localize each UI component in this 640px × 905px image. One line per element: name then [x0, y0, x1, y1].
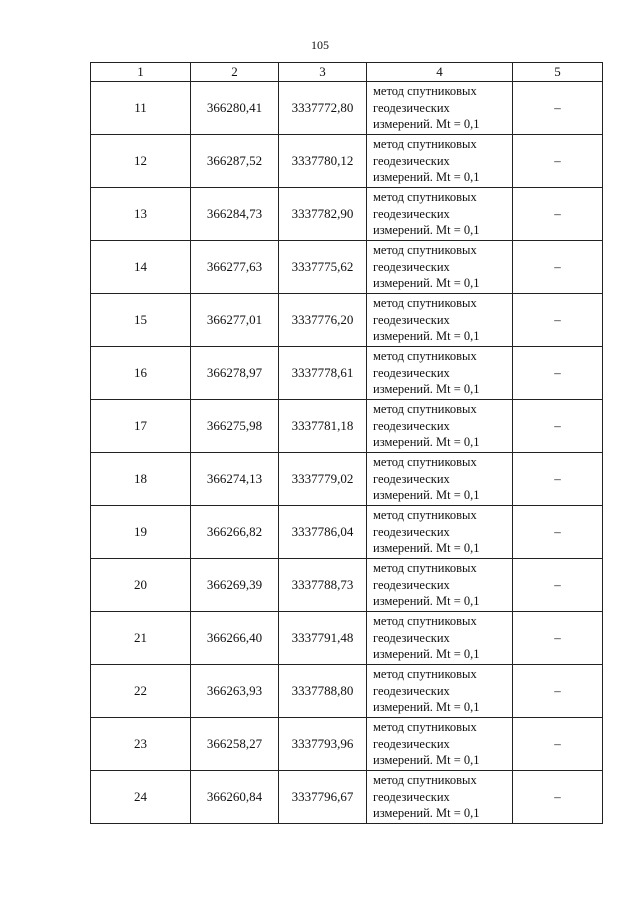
y-coordinate-cell: 3337780,12: [279, 135, 367, 188]
method-cell: [367, 294, 513, 347]
method-line: геодезических: [373, 153, 450, 168]
method-line: измерений. Mt = 0,1: [373, 329, 480, 344]
method-line: измерений. Mt = 0,1: [373, 117, 480, 132]
method-line: метод спутниковых: [373, 720, 477, 735]
x-coordinate-cell: 366277,01: [191, 294, 279, 347]
method-line: геодезических: [373, 789, 450, 804]
method-cell: [367, 506, 513, 559]
method-line: измерений. Mt = 0,1: [373, 382, 480, 397]
y-coordinate-cell: 3337793,96: [279, 718, 367, 771]
method-line: метод спутниковых: [373, 243, 477, 258]
y-coordinate-cell: 3337779,02: [279, 453, 367, 506]
y-coordinate-cell: 3337775,62: [279, 241, 367, 294]
y-coordinate-cell: 3337782,90: [279, 188, 367, 241]
method-line: измерений. Mt = 0,1: [373, 594, 480, 609]
y-coordinate-cell: 3337781,18: [279, 400, 367, 453]
method-line: метод спутниковых: [373, 667, 477, 682]
y-coordinate-cell: 3337796,67: [279, 771, 367, 824]
table-body: [91, 82, 603, 824]
point-number-cell: 13: [91, 188, 191, 241]
method-cell: [367, 718, 513, 771]
method-cell: [367, 188, 513, 241]
method-cell: [367, 771, 513, 824]
coordinates-table: [90, 62, 603, 824]
method-line: геодезических: [373, 206, 450, 221]
table-row: [91, 506, 603, 559]
y-coordinate-cell: 3337788,80: [279, 665, 367, 718]
point-number-cell: 19: [91, 506, 191, 559]
method-line: геодезических: [373, 524, 450, 539]
method-line: измерений. Mt = 0,1: [373, 753, 480, 768]
method-cell: [367, 665, 513, 718]
table-row: [91, 612, 603, 665]
page-number: 105: [311, 38, 329, 52]
x-coordinate-cell: 366275,98: [191, 400, 279, 453]
method-line: метод спутниковых: [373, 773, 477, 788]
point-number-cell: 24: [91, 771, 191, 824]
method-line: измерений. Mt = 0,1: [373, 170, 480, 185]
note-cell: –: [513, 453, 603, 506]
method-line: геодезических: [373, 577, 450, 592]
y-coordinate-cell: 3337786,04: [279, 506, 367, 559]
point-number-cell: 17: [91, 400, 191, 453]
x-coordinate-cell: 366274,13: [191, 453, 279, 506]
x-coordinate-cell: 366287,52: [191, 135, 279, 188]
method-line: измерений. Mt = 0,1: [373, 223, 480, 238]
table-row: [91, 82, 603, 135]
x-coordinate-cell: 366266,82: [191, 506, 279, 559]
point-number-cell: 11: [91, 82, 191, 135]
table-row: [91, 241, 603, 294]
note-cell: –: [513, 400, 603, 453]
y-coordinate-cell: 3337788,73: [279, 559, 367, 612]
point-number-cell: 23: [91, 718, 191, 771]
note-cell: –: [513, 559, 603, 612]
header-cell: 5: [513, 63, 603, 82]
method-line: геодезических: [373, 630, 450, 645]
point-number-cell: 14: [91, 241, 191, 294]
x-coordinate-cell: 366266,40: [191, 612, 279, 665]
point-number-cell: 15: [91, 294, 191, 347]
point-number-cell: 18: [91, 453, 191, 506]
method-line: геодезических: [373, 365, 450, 380]
method-cell: [367, 559, 513, 612]
method-line: метод спутниковых: [373, 84, 477, 99]
method-cell: [367, 82, 513, 135]
method-line: геодезических: [373, 312, 450, 327]
x-coordinate-cell: 366284,73: [191, 188, 279, 241]
method-line: метод спутниковых: [373, 349, 477, 364]
note-cell: –: [513, 135, 603, 188]
point-number-cell: 12: [91, 135, 191, 188]
header-cell: 2: [191, 63, 279, 82]
y-coordinate-cell: 3337778,61: [279, 347, 367, 400]
note-cell: –: [513, 188, 603, 241]
note-cell: –: [513, 241, 603, 294]
method-line: измерений. Mt = 0,1: [373, 488, 480, 503]
note-cell: –: [513, 82, 603, 135]
table-row: [91, 665, 603, 718]
x-coordinate-cell: 366280,41: [191, 82, 279, 135]
header-cell: 4: [367, 63, 513, 82]
note-cell: –: [513, 771, 603, 824]
header-cell: 1: [91, 63, 191, 82]
note-cell: –: [513, 506, 603, 559]
table-row: [91, 453, 603, 506]
note-cell: –: [513, 347, 603, 400]
table-row: [91, 771, 603, 824]
x-coordinate-cell: 366258,27: [191, 718, 279, 771]
note-cell: –: [513, 665, 603, 718]
header-cell: 3: [279, 63, 367, 82]
table-row: [91, 400, 603, 453]
method-line: геодезических: [373, 471, 450, 486]
table-row: [91, 135, 603, 188]
method-line: измерений. Mt = 0,1: [373, 435, 480, 450]
method-line: метод спутниковых: [373, 402, 477, 417]
method-line: метод спутниковых: [373, 455, 477, 470]
table-header-row: [91, 63, 603, 82]
method-line: геодезических: [373, 683, 450, 698]
note-cell: –: [513, 612, 603, 665]
x-coordinate-cell: 366269,39: [191, 559, 279, 612]
point-number-cell: 21: [91, 612, 191, 665]
method-line: измерений. Mt = 0,1: [373, 647, 480, 662]
method-line: измерений. Mt = 0,1: [373, 276, 480, 291]
method-cell: [367, 612, 513, 665]
method-line: геодезических: [373, 418, 450, 433]
method-cell: [367, 453, 513, 506]
y-coordinate-cell: 3337772,80: [279, 82, 367, 135]
note-cell: –: [513, 718, 603, 771]
table-row: [91, 559, 603, 612]
point-number-cell: 20: [91, 559, 191, 612]
method-line: измерений. Mt = 0,1: [373, 541, 480, 556]
method-line: метод спутниковых: [373, 614, 477, 629]
point-number-cell: 22: [91, 665, 191, 718]
table-row: [91, 294, 603, 347]
y-coordinate-cell: 3337791,48: [279, 612, 367, 665]
table-row: [91, 718, 603, 771]
method-line: геодезических: [373, 100, 450, 115]
method-line: геодезических: [373, 259, 450, 274]
method-line: метод спутниковых: [373, 190, 477, 205]
point-number-cell: 16: [91, 347, 191, 400]
table-row: [91, 188, 603, 241]
x-coordinate-cell: 366260,84: [191, 771, 279, 824]
x-coordinate-cell: 366277,63: [191, 241, 279, 294]
method-line: измерений. Mt = 0,1: [373, 700, 480, 715]
method-line: метод спутниковых: [373, 296, 477, 311]
method-line: метод спутниковых: [373, 508, 477, 523]
method-cell: [367, 241, 513, 294]
method-line: измерений. Mt = 0,1: [373, 806, 480, 821]
table-row: [91, 347, 603, 400]
y-coordinate-cell: 3337776,20: [279, 294, 367, 347]
method-cell: [367, 135, 513, 188]
method-line: метод спутниковых: [373, 137, 477, 152]
method-cell: [367, 347, 513, 400]
method-line: геодезических: [373, 736, 450, 751]
method-line: метод спутниковых: [373, 561, 477, 576]
x-coordinate-cell: 366263,93: [191, 665, 279, 718]
x-coordinate-cell: 366278,97: [191, 347, 279, 400]
note-cell: –: [513, 294, 603, 347]
method-cell: [367, 400, 513, 453]
